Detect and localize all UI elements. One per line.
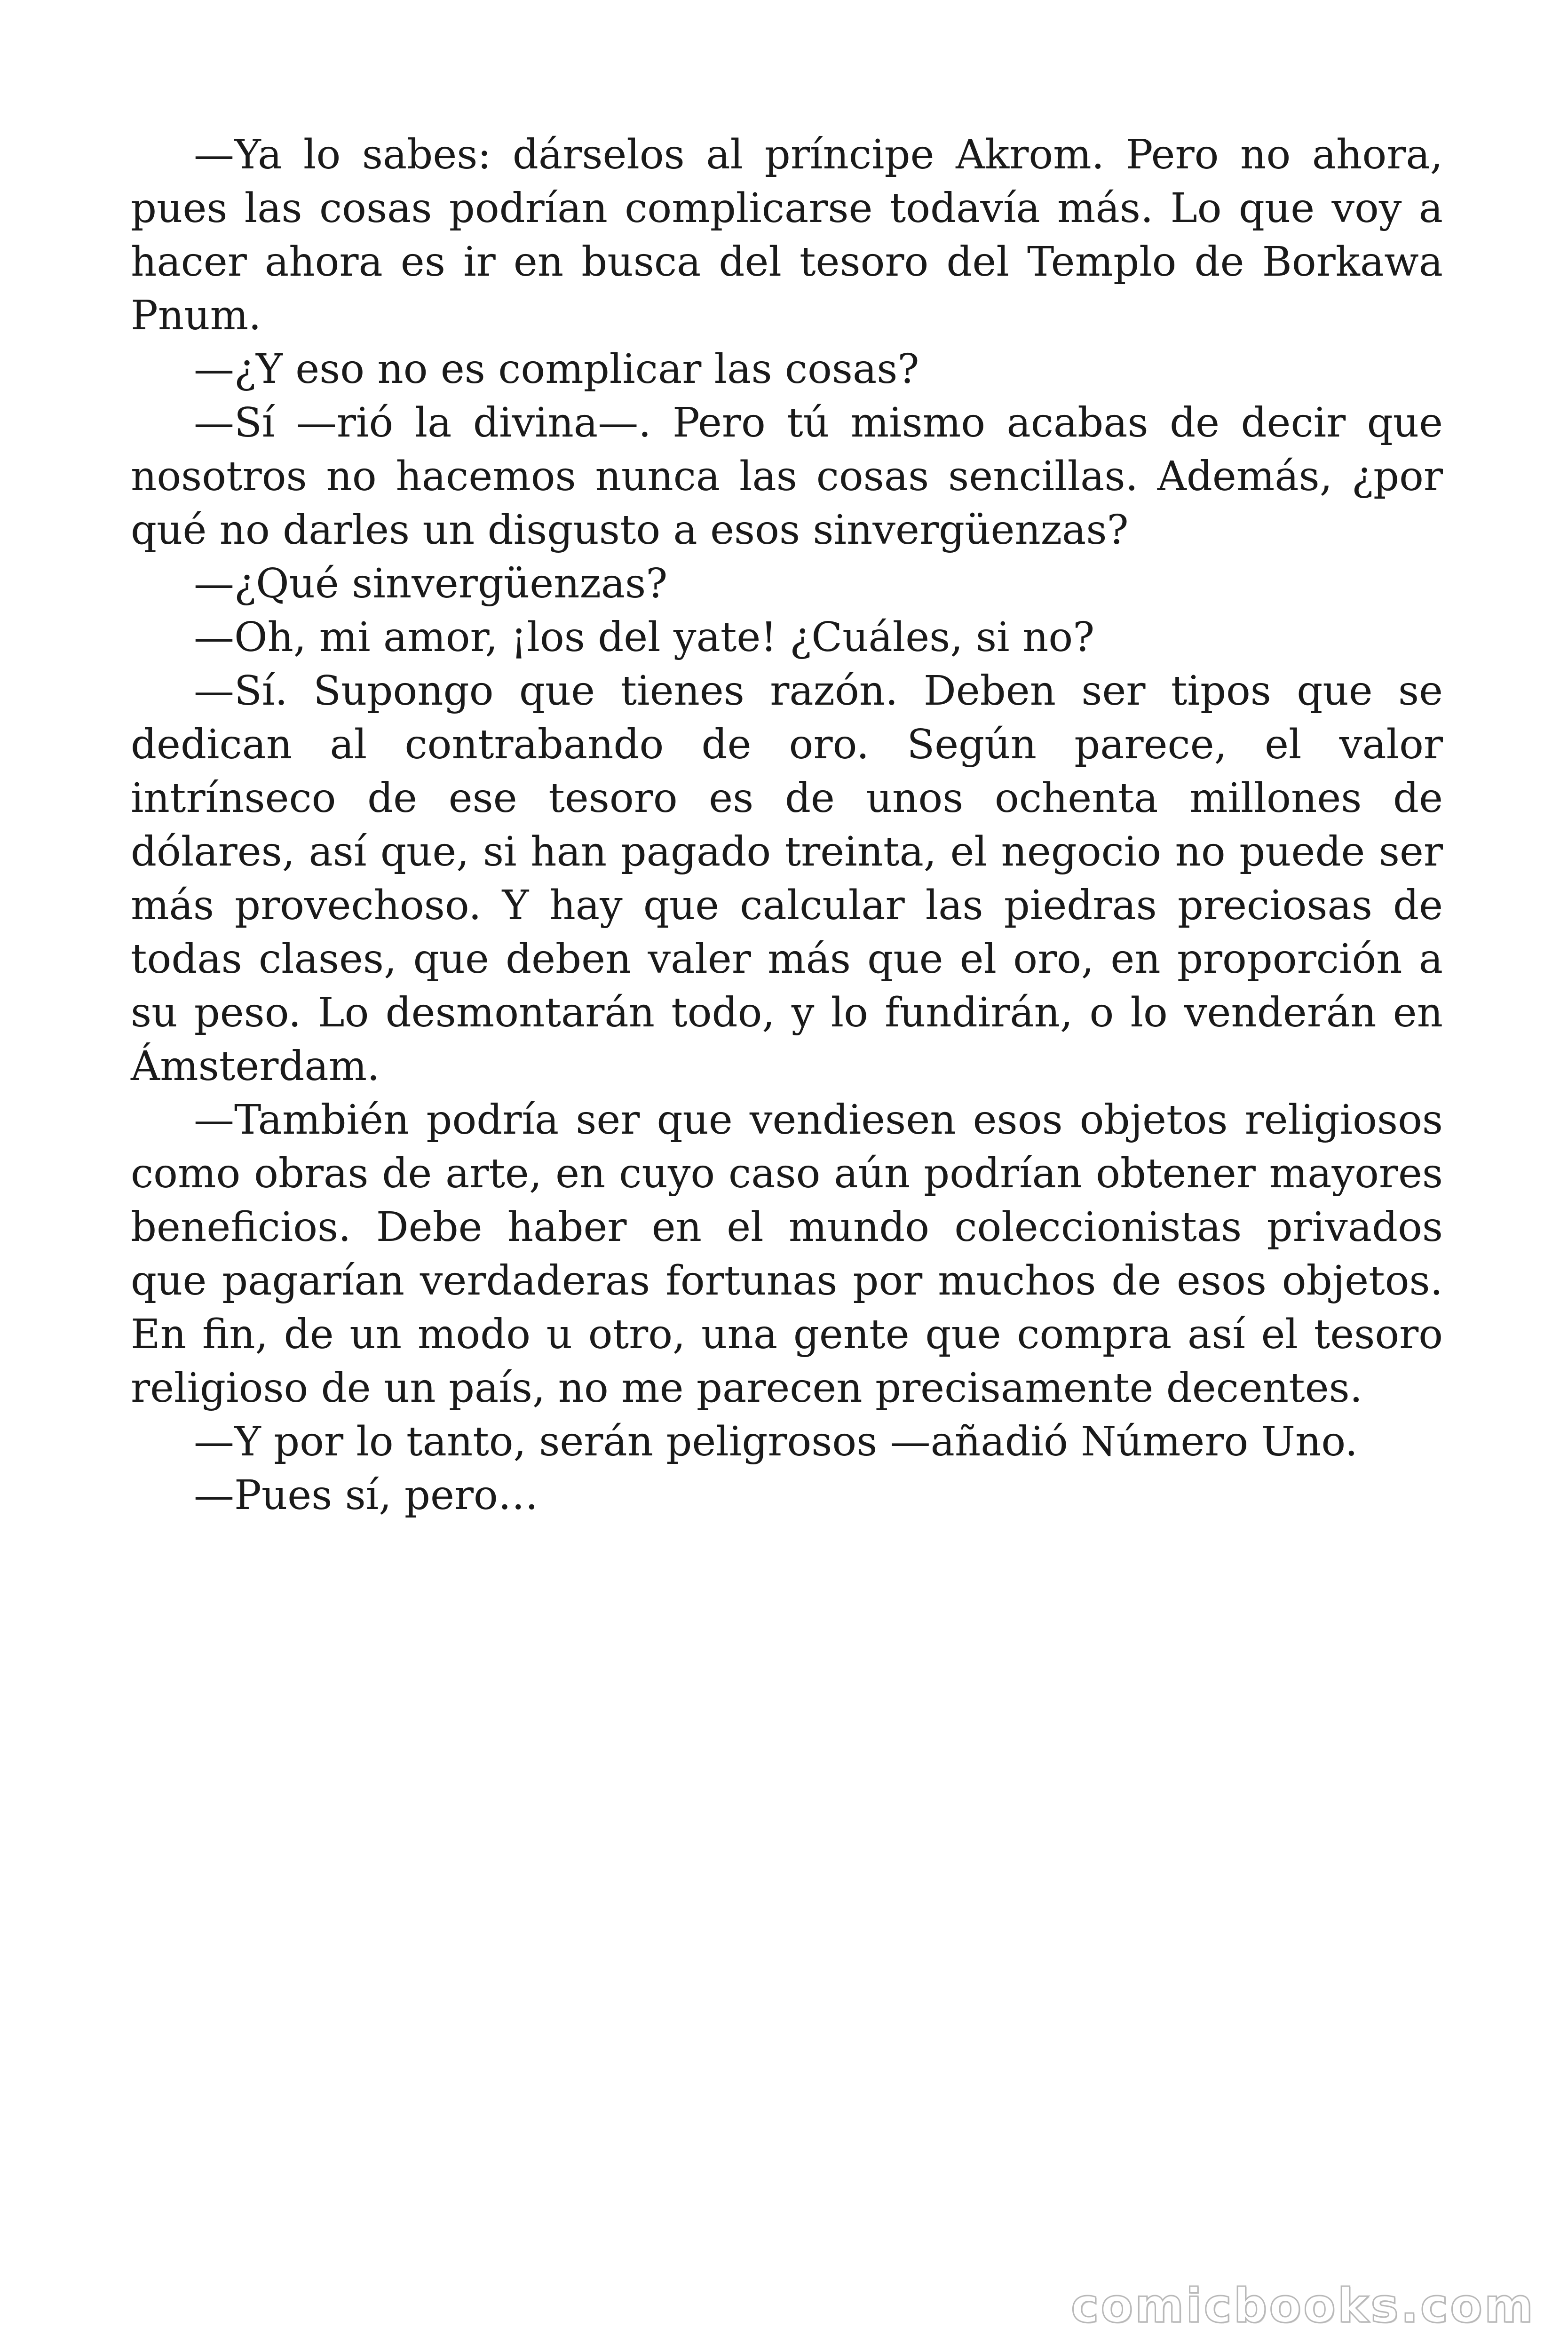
paragraph: —Sí. Supongo que tienes razón. Deben ser tipos que se dedican al contrabando de oro. Según parece, el valor intrínseco de ese tesoro es de unos ochenta millones de dólares, así que, si han pagado treinta, el negocio no puede ser más provechoso. Y hay que calcular las piedras preciosas de todas clases, que deben valer más que el oro, en proporción a su peso. Lo desmontarán todo, y lo fundirán, o lo venderán en Ámsterdam. xyxy=(131,667,1443,1090)
paragraph: —Y por lo tanto, serán peligrosos —añadió Número Uno. xyxy=(194,1418,1358,1465)
paragraph: —También podría ser que vendiesen esos objetos religiosos como obras de arte, en cuyo caso aún podrían obtener mayores beneficios. Debe haber en el mundo coleccionistas privados que pagarían verdaderas fortunas por muchos de esos objetos. En fin, de un modo u otro, una gente que compra así el tesoro religioso de un país, no me parecen precisamente decentes. xyxy=(131,1097,1443,1412)
body-text xyxy=(131,128,1443,1522)
paragraph: —Sí —rió la divina—. Pero tú mismo acabas de decir que nosotros no hacemos nunca las cosas sencillas. Además, ¿por qué no darles un disgusto a esos sinvergüenzas? xyxy=(131,399,1443,554)
paragraph: —Oh, mi amor, ¡los del yate! ¿Cuáles, si no? xyxy=(194,614,1095,661)
paragraph: —¿Qué sinvergüenzas? xyxy=(194,560,668,607)
paragraph: —Pues sí, pero… xyxy=(194,1472,539,1519)
watermark: comicbooks.com xyxy=(1071,2278,1535,2333)
paragraph: —¿Y eso no es complicar las cosas? xyxy=(194,346,919,393)
paragraph: —Ya lo sabes: dárselos al príncipe Akrom. Pero no ahora, pues las cosas podrían complicarse todavía más. Lo que voy a hacer ahora es ir en busca del tesoro del Templo de Borkawa Pnum. xyxy=(131,131,1443,339)
